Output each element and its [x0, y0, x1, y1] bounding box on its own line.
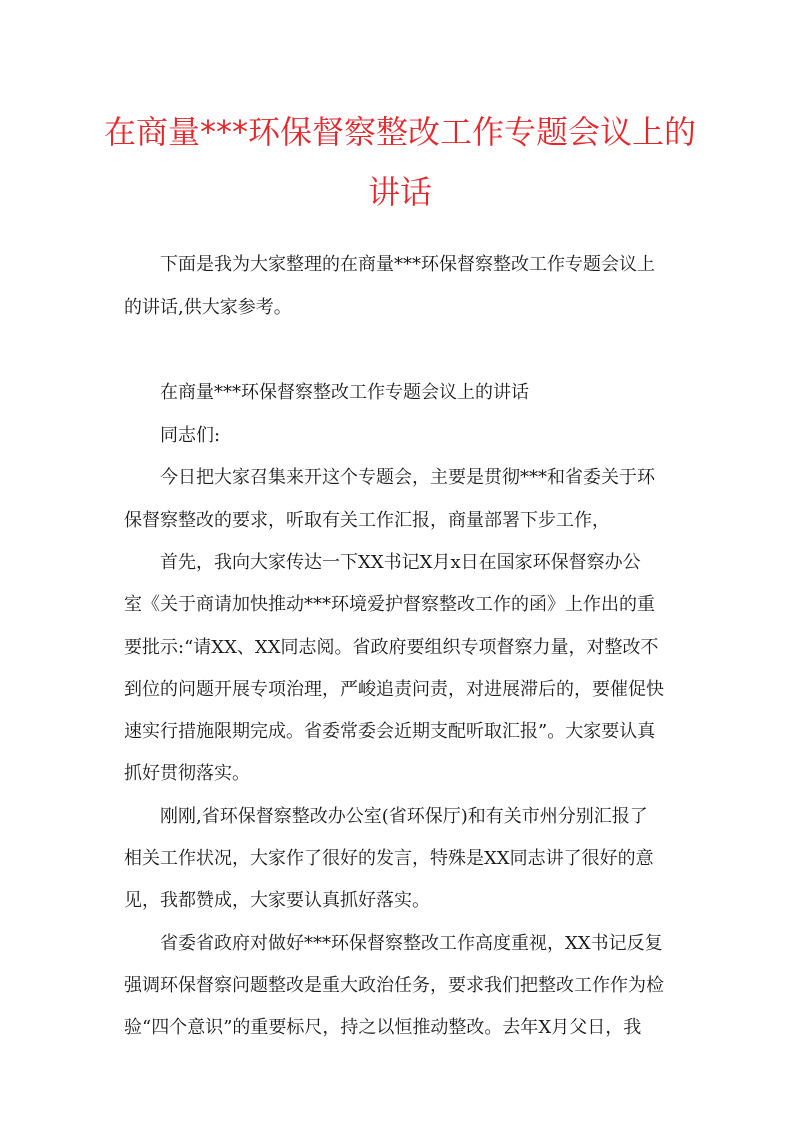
- body-line: 相关工作状况，大家作了很好的发言，特殊是XX同志讲了很好的意: [124, 848, 654, 869]
- body-line: 要批示:“请XX、XX同志阅。省政府要组织专项督察力量，对整改不: [124, 637, 659, 658]
- body-line: 到位的问题开展专项治理，严峻追责问责，对进展滞后的，要催促快: [124, 679, 664, 700]
- intro-line-2: 的讲话,供大家参考。: [124, 297, 292, 318]
- body-line: 强调环保督察问题整改是重大政治任务，要求我们把整改工作作为检: [124, 975, 664, 996]
- subtitle-line: 在商量***环保督察整改工作专题会议上的讲话: [160, 382, 529, 403]
- salutation-line: 同志们:: [160, 425, 221, 446]
- document-title-line-1: 在商量***环保督察整改工作专题会议上的: [103, 113, 696, 151]
- document-title-line-2: 讲话: [367, 173, 432, 211]
- body-line: 室《关于商请加快推动***环境爱护督察整改工作的函》上作出的重: [124, 594, 655, 615]
- body-line: 今日把大家召集来开这个专题会，主要是贯彻***和省委关于环: [160, 467, 655, 488]
- body-line: 省委省政府对做好***环保督察整改工作高度重视，XX书记反复: [160, 933, 663, 954]
- body-line: 抓好贯彻落实。: [124, 763, 250, 784]
- body-line: 见，我都赞成，大家要认真抓好落实。: [124, 890, 430, 911]
- intro-line-1: 下面是我为大家整理的在商量***环保督察整改工作专题会议上: [160, 254, 655, 275]
- body-line: 验“四个意识”的重要标尺，持之以恒推动整改。去年X月父日，我: [124, 1017, 642, 1038]
- body-line: 保督察整改的要求，听取有关工作汇报，商量部署下步工作，: [124, 510, 610, 531]
- body-line: 速实行措施限期完成。省委常委会近期支配听取汇报”。大家要认真: [124, 721, 656, 742]
- body-line: 刚刚,省环保督察整改办公室(省环保厅)和有关市州分别汇报了: [160, 806, 648, 827]
- body-line: 首先，我向大家传达一下XX书记X月x日在国家环保督察办公: [160, 552, 641, 573]
